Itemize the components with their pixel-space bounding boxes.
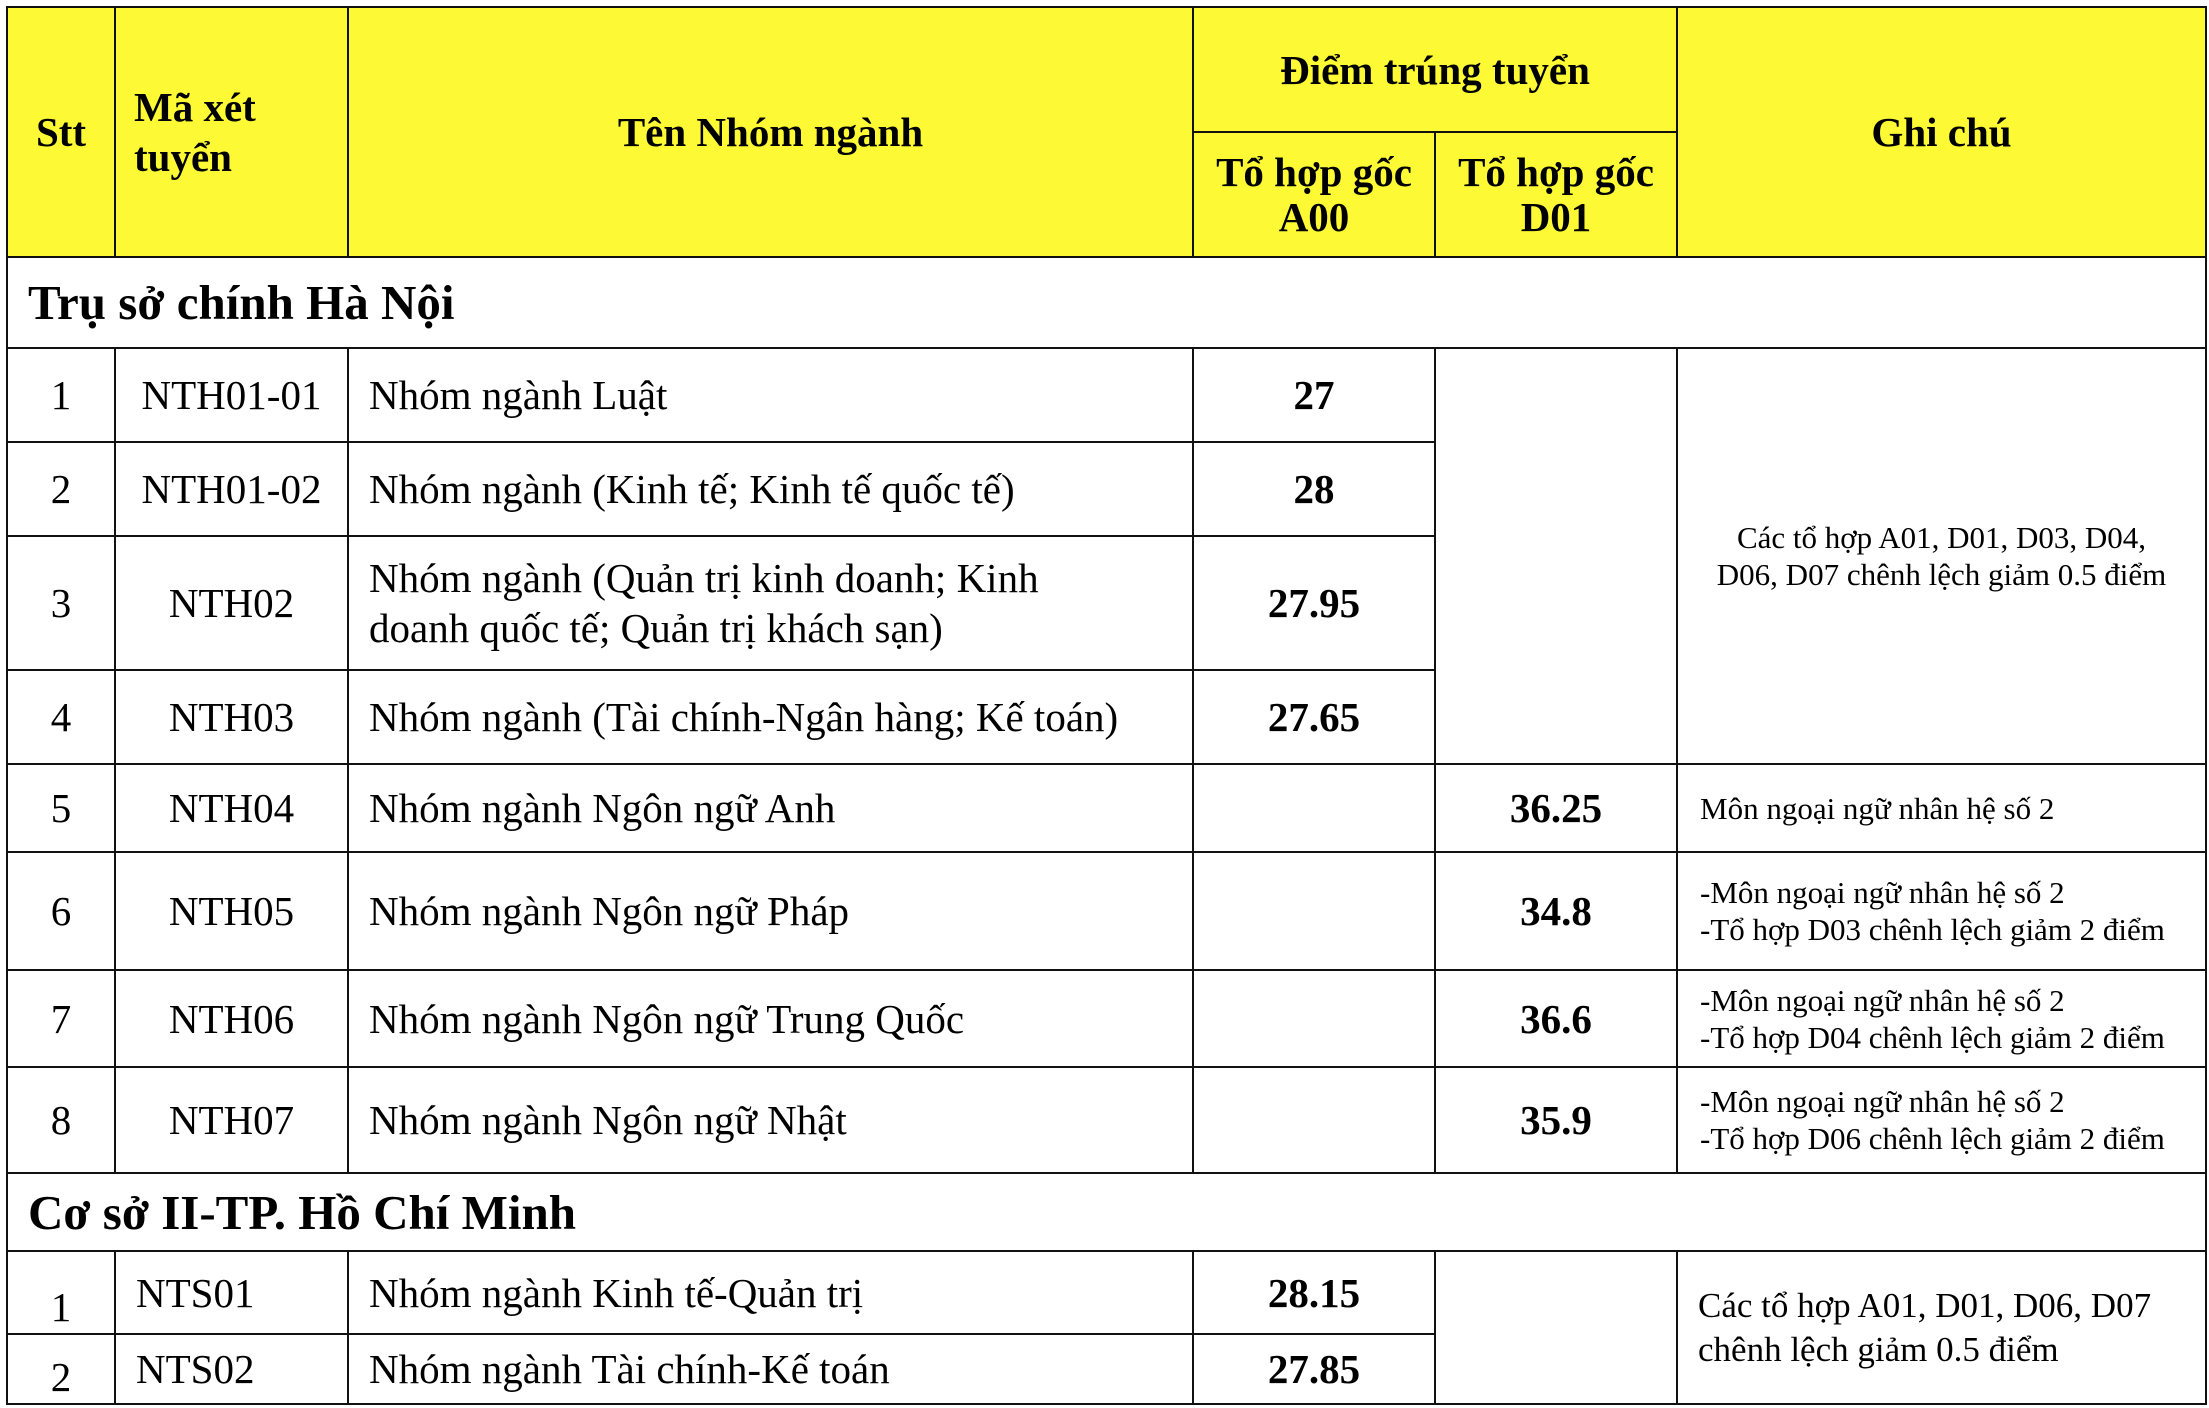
header-ma-xet-tuyen-line2: tuyển xyxy=(134,134,232,180)
row-name: Nhóm ngành Ngôn ngữ Pháp xyxy=(348,852,1193,970)
row-note-line1: -Môn ngoại ngữ nhân hệ số 2 xyxy=(1700,1084,2065,1119)
row-name-line1: Nhóm ngành (Quản trị kinh doanh; Kinh xyxy=(369,555,1039,601)
row-stt: 4 xyxy=(7,670,115,764)
row-name-line2: doanh quốc tế; Quản trị khách sạn) xyxy=(369,605,943,651)
row-name: Nhóm ngành Tài chính-Kế toán xyxy=(348,1334,1193,1404)
row-code: NTS01 xyxy=(115,1251,348,1334)
row-d01-score: 36.25 xyxy=(1435,764,1677,852)
section-row-hcm xyxy=(7,1173,2206,1251)
section-title-hanoi: Trụ sở chính Hà Nội xyxy=(7,257,2206,348)
row-a00-score xyxy=(1193,970,1435,1067)
row-code: NTH01-02 xyxy=(115,442,348,536)
row-a00-score xyxy=(1193,1067,1435,1173)
note-hcm-line1: Các tổ hợp A01, D01, D06, D07 xyxy=(1698,1285,2152,1325)
row-stt: 3 xyxy=(7,536,115,670)
note-hcm-line2: chênh lệch giảm 0.5 điểm xyxy=(1698,1329,2059,1369)
row-stt: 1 xyxy=(7,1251,115,1334)
row-name: Nhóm ngành (Tài chính-Ngân hàng; Kế toán) xyxy=(348,670,1193,764)
note-hanoi-line2: D06, D07 chênh lệch giảm 0.5 điểm xyxy=(1716,557,2167,592)
table-row xyxy=(7,970,2206,1067)
table-row xyxy=(7,1251,2206,1334)
row-note xyxy=(1677,1067,2206,1173)
table-row xyxy=(7,348,2206,442)
row-note-line1: -Môn ngoại ngữ nhân hệ số 2 xyxy=(1700,875,2065,910)
row-name: Nhóm ngành (Kinh tế; Kinh tế quốc tế) xyxy=(348,442,1193,536)
note-hcm xyxy=(1677,1251,2206,1404)
row-name xyxy=(348,536,1193,670)
table-row xyxy=(7,764,2206,852)
row-note-line2: -Tổ hợp D03 chênh lệch giảm 2 điểm xyxy=(1700,912,2165,947)
row-stt: 5 xyxy=(7,764,115,852)
row-code: NTH01-01 xyxy=(115,348,348,442)
header-a00-line1: Tổ hợp gốc xyxy=(1216,148,1412,195)
row-d01-score: 34.8 xyxy=(1435,852,1677,970)
row-stt: 2 xyxy=(7,442,115,536)
table-header xyxy=(7,7,2206,257)
row-stt: 1 xyxy=(7,348,115,442)
row-name: Nhóm ngành Ngôn ngữ Trung Quốc xyxy=(348,970,1193,1067)
row-note xyxy=(1677,852,2206,970)
row-name: Nhóm ngành Ngôn ngữ Nhật xyxy=(348,1067,1193,1173)
row-code: NTS02 xyxy=(115,1334,348,1404)
row-note-line2: -Tổ hợp D06 chênh lệch giảm 2 điểm xyxy=(1700,1121,2165,1156)
row-a00-score: 27 xyxy=(1193,348,1435,442)
header-ma-xet-tuyen xyxy=(115,7,348,257)
row-code: NTH06 xyxy=(115,970,348,1067)
header-diem-trung-tuyen: Điểm trúng tuyển xyxy=(1193,7,1677,132)
row-d01-score: 35.9 xyxy=(1435,1067,1677,1173)
row-stt: 7 xyxy=(7,970,115,1067)
row-d01-score-empty xyxy=(1435,348,1677,764)
header-d01-line1: Tổ hợp gốc xyxy=(1458,148,1654,195)
row-d01-score: 36.6 xyxy=(1435,970,1677,1067)
row-name: Nhóm ngành Kinh tế-Quản trị xyxy=(348,1251,1193,1334)
row-a00-score xyxy=(1193,764,1435,852)
section-title-hcm: Cơ sở II-TP. Hồ Chí Minh xyxy=(7,1173,2206,1251)
header-to-hop-a00 xyxy=(1193,132,1435,257)
row-note: Môn ngoại ngữ nhân hệ số 2 xyxy=(1677,764,2206,852)
row-note xyxy=(1677,970,2206,1067)
row-code: NTH04 xyxy=(115,764,348,852)
header-stt: Stt xyxy=(7,7,115,257)
row-a00-score: 27.85 xyxy=(1193,1334,1435,1404)
row-a00-score: 28.15 xyxy=(1193,1251,1435,1334)
row-note-line2: -Tổ hợp D04 chênh lệch giảm 2 điểm xyxy=(1700,1019,2165,1055)
row-a00-score: 28 xyxy=(1193,442,1435,536)
row-name: Nhóm ngành Ngôn ngữ Anh xyxy=(348,764,1193,852)
header-ghi-chu: Ghi chú xyxy=(1677,7,2206,257)
row-stt: 6 xyxy=(7,852,115,970)
row-a00-score: 27.65 xyxy=(1193,670,1435,764)
row-a00-score xyxy=(1193,852,1435,970)
row-a00-score: 27.95 xyxy=(1193,536,1435,670)
table-row xyxy=(7,852,2206,970)
header-ten-nhom-nganh: Tên Nhóm ngành xyxy=(348,7,1193,257)
row-code: NTH03 xyxy=(115,670,348,764)
header-d01-line2: D01 xyxy=(1520,193,1592,240)
table-row xyxy=(7,1067,2206,1173)
header-ma-xet-tuyen-line1: Mã xét xyxy=(134,84,256,130)
section-row-hanoi xyxy=(7,257,2206,348)
row-name: Nhóm ngành Luật xyxy=(348,348,1193,442)
row-note-line1: -Môn ngoại ngữ nhân hệ số 2 xyxy=(1700,982,2065,1018)
header-to-hop-d01 xyxy=(1435,132,1677,257)
row-code: NTH05 xyxy=(115,852,348,970)
row-d01-score-empty xyxy=(1435,1251,1677,1404)
note-hanoi-line1: Các tổ hợp A01, D01, D03, D04, xyxy=(1736,520,2147,555)
header-a00-line2: A00 xyxy=(1278,193,1350,240)
table-body xyxy=(7,257,2206,1404)
row-code: NTH07 xyxy=(115,1067,348,1173)
note-hanoi-rows-1-4 xyxy=(1677,348,2206,764)
row-stt: 2 xyxy=(7,1334,115,1404)
admission-score-table xyxy=(6,6,2207,1405)
row-code: NTH02 xyxy=(115,536,348,670)
row-stt: 8 xyxy=(7,1067,115,1173)
